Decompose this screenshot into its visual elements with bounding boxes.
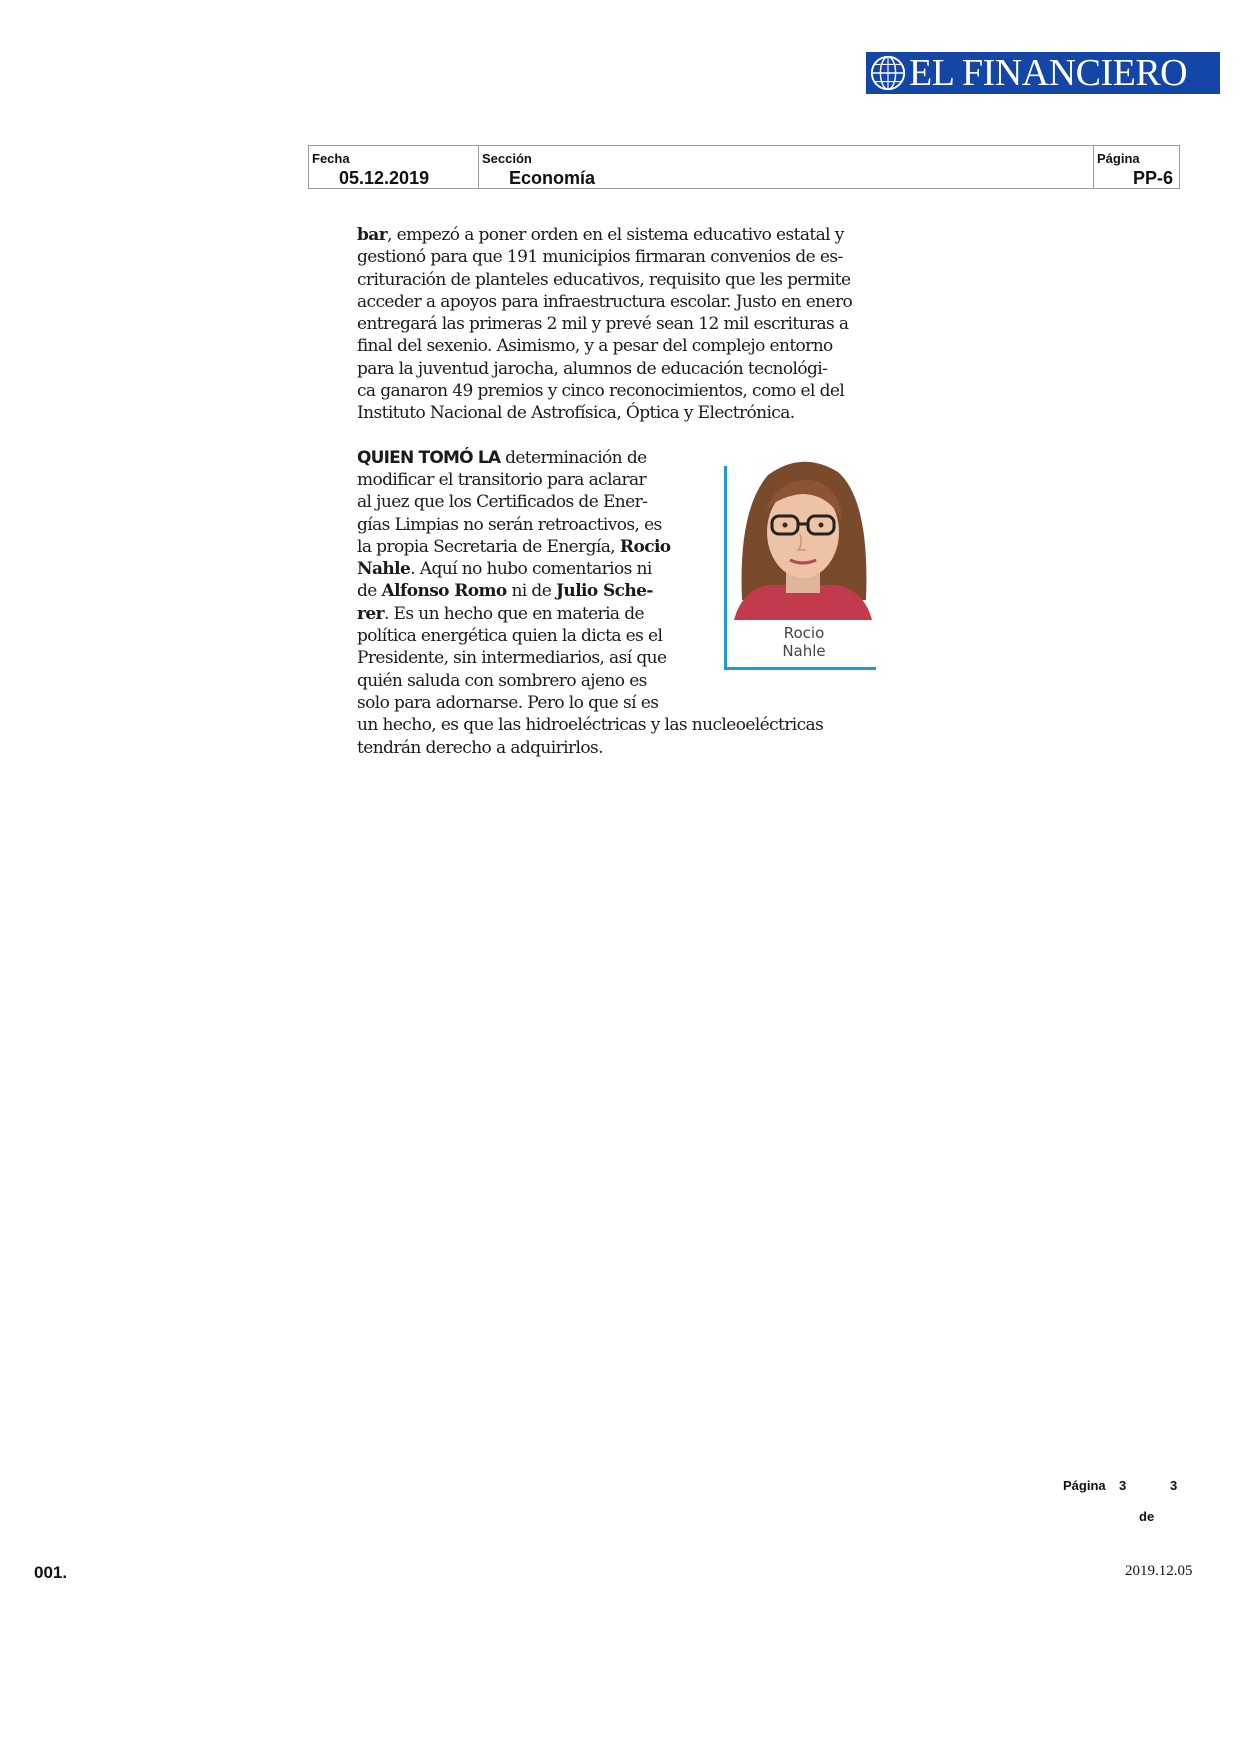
document-code: 001. <box>34 1563 68 1582</box>
bold-name: Nahle <box>357 559 411 580</box>
text-line: la propia Secretaria de Energía, Rocio <box>357 536 671 557</box>
paragraph-1 <box>357 224 902 425</box>
bold-name: Julio Sche- <box>555 581 653 602</box>
logo-text: EL FINANCIERO <box>909 52 1188 94</box>
accent-bar-bottom <box>724 667 876 670</box>
date-stamp: 2019.12.05 <box>1125 1563 1193 1579</box>
portrait-box <box>724 450 876 670</box>
text-line: gías Limpias no serán retroactivos, es <box>357 514 662 535</box>
text-line: bar, empezó a poner orden en el sistema educativo estatal y <box>357 225 844 245</box>
fecha-value: 05.12.2019 <box>339 168 430 188</box>
text-line: de Alfonso Romo ni de Julio Sche- <box>357 581 653 602</box>
text-line: Instituto Nacional de Astrofísica, Óptica y Electrónica. <box>357 403 795 424</box>
text-line: solo para adornarse. Pero lo que sí es <box>357 692 659 713</box>
el-financiero-logo <box>866 52 1220 94</box>
text-line: acceder a apoyos para infraestructura escolar. Justo en enero <box>357 291 853 312</box>
pager-de: de <box>1139 1509 1155 1524</box>
text-line: crituración de planteles educativos, requisito que les permite <box>357 269 851 290</box>
pagina-cell <box>1094 146 1179 188</box>
text-line: rer. Es un hecho que en materia de <box>357 603 645 624</box>
pagina-value: PP-6 <box>1132 168 1173 188</box>
bold-name: rer <box>357 603 384 624</box>
pager-current: 3 <box>1119 1478 1127 1493</box>
fecha-cell <box>309 146 479 188</box>
caption-line: Nahle <box>782 642 826 660</box>
seccion-value: Economía <box>509 168 596 188</box>
text-line: final del sexenio. Asimismo, y a pesar del complejo entorno <box>357 336 833 357</box>
text-line: QUIEN TOMÓ LA determinación de <box>357 447 647 468</box>
text-line: un hecho, es que las hidroeléctricas y las nucleoeléctricas <box>357 715 824 736</box>
pager-total: 3 <box>1170 1478 1178 1493</box>
pager-label: Página <box>1063 1478 1106 1493</box>
pagina-label: Página <box>1097 151 1140 166</box>
text-line: Presidente, sin intermediarios, así que <box>357 648 667 669</box>
text-line: política energética quien la dicta es el <box>357 626 663 647</box>
seccion-cell <box>479 146 1094 188</box>
text-line: para la juventud jarocha, alumnos de educación tecnológi- <box>357 358 828 379</box>
text-line: Nahle. Aquí no hubo comentarios ni <box>357 559 652 580</box>
bold-name: bar <box>357 225 388 245</box>
text-line: entregará las primeras 2 mil y prevé sean 12 mil escrituras a <box>357 314 849 335</box>
globe-icon <box>869 54 907 92</box>
caption-line: Rocio <box>783 624 825 642</box>
text-line: quién saluda con sombrero ajeno es <box>357 670 647 691</box>
fecha-label: Fecha <box>312 151 350 166</box>
text-line: modificar el transitorio para aclarar <box>357 469 647 490</box>
text-line: gestionó para que 191 municipios firmaran convenios de es- <box>357 247 843 268</box>
portrait-caption <box>744 624 864 660</box>
text-line: ca ganaron 49 premios y cinco reconocimientos, como el del <box>357 381 845 402</box>
bold-name: Alfonso Romo <box>381 581 507 602</box>
paragraph-gap <box>357 425 902 447</box>
header-table <box>308 145 1180 189</box>
text-line: al juez que los Certificados de Ener- <box>357 492 648 513</box>
kicker: QUIEN TOMÓ LA <box>357 447 501 468</box>
portrait-illustration <box>728 450 876 620</box>
accent-bar-left <box>724 466 727 670</box>
seccion-label: Sección <box>482 151 532 166</box>
bold-name: Rocio <box>619 536 671 557</box>
text-line: tendrán derecho a adquirirlos. <box>357 737 603 758</box>
